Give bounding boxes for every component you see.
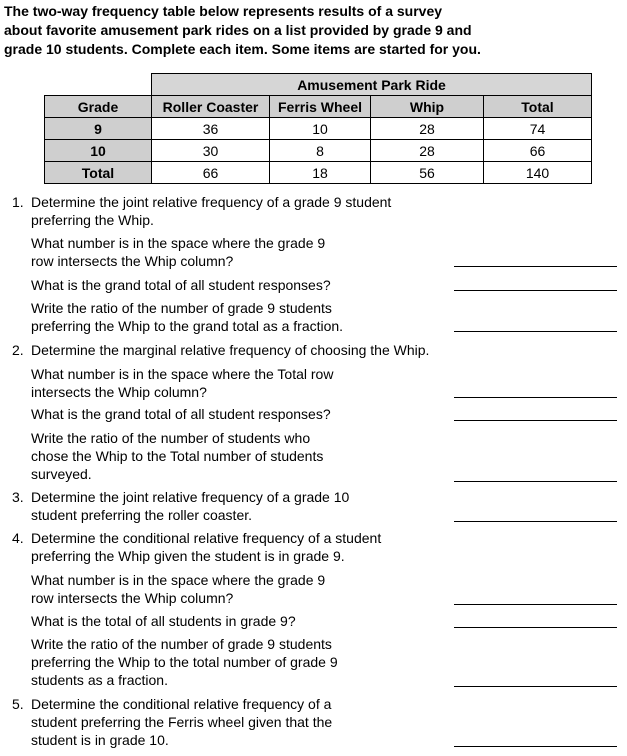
- table-row: [45, 140, 592, 162]
- frequency-table: [44, 73, 592, 184]
- table-row: [45, 118, 592, 140]
- group-header: Amusement Park Ride: [152, 74, 592, 96]
- question-5-text: Determine the conditional relative frequency of a student preferring the Ferris wheel given that the student is in grade 10.: [31, 696, 333, 748]
- question-3-text: Determine the joint relative frequency of a grade 10 student preferring the roller coaster.: [31, 489, 350, 523]
- cell: 140: [484, 162, 592, 184]
- question-4-sub-1: What number is in the space where the grade 9 row intersects the Whip column?: [31, 572, 326, 606]
- question-4-text: Determine the conditional relative frequency of a student preferring the Whip given the student is in grade 9.: [31, 530, 382, 564]
- question-2-number: 2.: [12, 342, 24, 358]
- answer-line[interactable]: [454, 521, 617, 522]
- answer-line[interactable]: [454, 290, 617, 291]
- answer-line[interactable]: [454, 397, 617, 398]
- answer-line[interactable]: [454, 266, 617, 267]
- question-2-sub-1: What number is in the space where the Total row intersects the Whip column?: [31, 366, 334, 400]
- question-2-sub-2: What is the grand total of all student responses?: [31, 406, 331, 422]
- header-ferris-wheel: Ferris Wheel: [270, 96, 371, 118]
- question-4-sub-2: What is the total of all students in grade 9?: [31, 613, 296, 629]
- header-whip: Whip: [371, 96, 484, 118]
- question-3-number: 3.: [12, 489, 24, 505]
- question-4-number: 4.: [12, 530, 24, 546]
- cell: 66: [152, 162, 270, 184]
- cell: 74: [484, 118, 592, 140]
- answer-line[interactable]: [454, 331, 617, 332]
- answer-line[interactable]: [454, 420, 617, 421]
- question-1-sub-1: What number is in the space where the grade 9 row intersects the Whip column?: [31, 235, 326, 269]
- header-total: Total: [484, 96, 592, 118]
- answer-line[interactable]: [454, 627, 617, 628]
- question-1-text: Determine the joint relative frequency of a grade 9 student preferring the Whip.: [31, 194, 392, 228]
- question-1-sub-3: Write the ratio of the number of grade 9 students preferring the Whip to the grand total as a fraction.: [31, 300, 344, 334]
- question-1-sub-2: What is the grand total of all student responses?: [31, 277, 331, 293]
- table-row: [45, 162, 592, 184]
- answer-line[interactable]: [454, 746, 617, 747]
- header-roller-coaster: Roller Coaster: [152, 96, 270, 118]
- question-1-number: 1.: [12, 194, 24, 210]
- intro-text: The two-way frequency table below represents results of a survey about favorite amusement park rides on a list provided by grade 9 and grade 10 students. Complete each item. Some items are started for you.: [4, 3, 481, 57]
- question-2-text: Determine the marginal relative frequency of choosing the Whip.: [31, 342, 430, 358]
- header-grade: Grade: [45, 96, 152, 118]
- question-2-sub-3: Write the ratio of the number of students who chose the Whip to the Total number of students surveyed.: [31, 430, 324, 482]
- row-label: 10: [45, 140, 152, 162]
- question-4-sub-3: Write the ratio of the number of grade 9 students preferring the Whip to the total number of grade 9 students as a fraction.: [31, 636, 338, 688]
- row-label: Total: [45, 162, 152, 184]
- answer-line[interactable]: [454, 604, 617, 605]
- cell: 28: [371, 118, 484, 140]
- cell: 8: [270, 140, 371, 162]
- cell: 18: [270, 162, 371, 184]
- cell: 30: [152, 140, 270, 162]
- answer-line[interactable]: [454, 686, 617, 687]
- cell: 28: [371, 140, 484, 162]
- cell: 36: [152, 118, 270, 140]
- cell: 56: [371, 162, 484, 184]
- answer-line[interactable]: [454, 481, 617, 482]
- row-label: 9: [45, 118, 152, 140]
- header-row: [45, 96, 592, 118]
- cell: 10: [270, 118, 371, 140]
- cell: 66: [484, 140, 592, 162]
- question-5-number: 5.: [12, 696, 24, 712]
